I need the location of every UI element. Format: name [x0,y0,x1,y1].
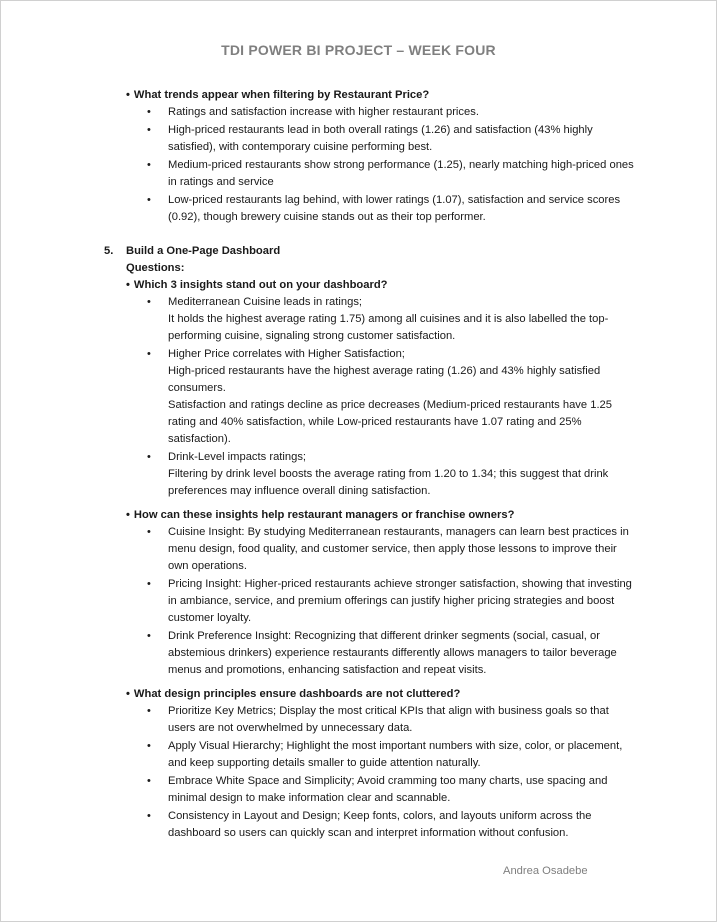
question-design-principles: • What design principles ensure dashboards are not cluttered? [126,688,461,700]
list-item: • Drink Preference Insight: Recognizing that different drinker segments (social, casual, or abstemious drinkers) experience restaurants differently allows managers to tailor beverage menus and promotions, enhancing satisfaction and repeat visits. [147,630,617,676]
author-name: Andrea Osadebe [503,865,588,877]
list-item: • Low-priced restaurants lag behind, with lower ratings (1.07), satisfaction and service scores (0.92), though brewery cuisine stands out as their top performer. [147,194,621,223]
list-item: • Apply Visual Hierarchy; Highlight the most important numbers with size, color, or placement, and keep supporting details smaller to guide attention naturally. [147,740,623,769]
document-body [104,87,634,842]
question-manager-help: • How can these insights help restaurant managers or franchise owners? [126,509,515,521]
bullet-list-manager-insights [104,524,634,679]
question-text: What trends appear when filtering by Restaurant Price? [133,89,430,101]
list-item: • Prioritize Key Metrics; Display the most critical KPIs that align with business goals so that users are not overwhelmed by unnecessary data. [147,705,609,734]
section-number: 5. [104,245,114,257]
question-text: How can these insights help restaurant managers or franchise owners? [133,509,515,521]
question-text: Which 3 insights stand out on your dashboard? [133,279,388,291]
question-text: What design principles ensure dashboards are not cluttered? [133,688,461,700]
list-item: • Medium-priced restaurants show strong performance (1.25), nearly matching high-priced ones in ratings and service [147,159,634,188]
section-heading [104,243,634,260]
bullet-list-price-trends [104,104,634,226]
questions-label: Questions: [126,262,185,274]
bullet-list-design-principles [104,703,634,842]
list-item: • Pricing Insight: Higher-priced restaurants achieve stronger satisfaction, showing that investing in ambiance, service, and premium offerings can justify higher pricing strategies and boost customer loyalty. [147,578,632,624]
list-item: • Mediterranean Cuisine leads in ratings; It holds the highest average rating 1.75) among all cuisines and it is also labelled the top-performing cuisine, signaling strong customer satisfaction. [147,296,609,342]
list-item: • Embrace White Space and Simplicity; Avoid cramming too many charts, use spacing and minimal design to make information clear and scannable. [147,775,608,804]
list-item: • Drink-Level impacts ratings; Filtering by drink level boosts the average rating from 1.20 to 1.34; this suggest that drink preferences may influence overall dining satisfaction. [147,451,609,497]
list-item: • High-priced restaurants lead in both overall ratings (1.26) and satisfaction (43% highly satisfied), with contemporary cuisine performing best. [147,124,593,153]
question-top-insights: • Which 3 insights stand out on your dashboard? [126,279,388,291]
list-item: • Ratings and satisfaction increase with higher restaurant prices. [147,106,479,118]
document-title: TDI POWER BI PROJECT – WEEK FOUR [221,42,496,58]
list-item: • Cuisine Insight: By studying Mediterranean restaurants, managers can learn best practices in menu design, food quality, and customer service, then apply those lessons to improve their own operations. [147,526,629,572]
bullet-list-insights [104,294,634,500]
section-title: Build a One-Page Dashboard [126,245,281,257]
list-item: • Higher Price correlates with Higher Satisfaction; High-priced restaurants have the highest average rating (1.26) and 43% highly satisfied consumers. Satisfaction and ratings decline as price decreases (Medium-priced restaurants have 1.25 rating and 40% satisfaction, while Low-priced restaurants have 1.07 rating and 25% satisfaction). [147,348,613,445]
list-item: • Consistency in Layout and Design; Keep fonts, colors, and layouts uniform across the dashboard so users can quickly scan and interpret information without confusion. [147,810,592,839]
question-restaurant-price: • What trends appear when filtering by Restaurant Price? [126,89,430,101]
